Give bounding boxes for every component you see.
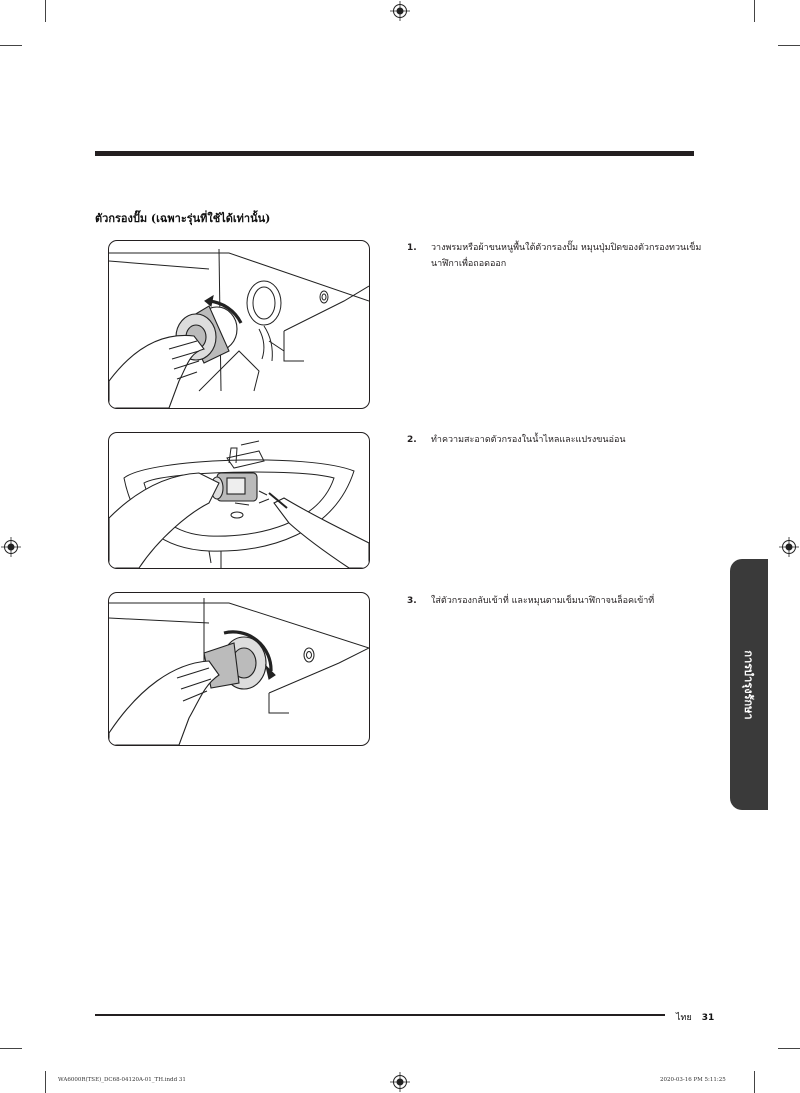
figure-remove-filter — [108, 240, 370, 409]
step-number: 2. — [407, 435, 417, 445]
print-slug-timestamp: 2020-03-16 PM 5:11:25 — [660, 1077, 726, 1083]
footer-language: ไทย — [676, 1013, 692, 1023]
crop-mark-bottom-left-v — [45, 1071, 46, 1093]
step-2 — [407, 432, 707, 448]
step-number: 1. — [407, 243, 417, 253]
page-number: 31 — [701, 1013, 715, 1023]
header-rule — [95, 151, 694, 156]
crop-mark-top-right-v — [754, 0, 755, 22]
crop-mark-top-left-h — [0, 45, 22, 46]
registration-mark-icon — [390, 1, 410, 21]
step-text: ใส่ตัวกรองกลับเข้าที่ และหมุนตามเข็มนาฬิกาจนล็อคเข้าที่ — [431, 596, 655, 606]
step-number: 3. — [407, 596, 417, 606]
section-title: ตัวกรองปั๊ม (เฉพาะรุ่นที่ใช้ได้เท่านั้น) — [95, 212, 271, 225]
registration-mark-icon — [390, 1072, 410, 1092]
chapter-side-tab — [730, 559, 768, 810]
print-slug-file: WA6000R(TSE)_DC68-04120A-01_TH.indd 31 — [58, 1077, 186, 1083]
figure-clean-filter — [108, 432, 370, 569]
step-3 — [407, 593, 707, 609]
crop-mark-bottom-right-h — [778, 1048, 800, 1049]
figure-reinsert-filter — [108, 592, 370, 746]
crop-mark-bottom-right-v — [754, 1071, 755, 1093]
registration-mark-icon — [779, 537, 799, 557]
step-text: ทำความสะอาดตัวกรองในน้ำไหลและแปรงขนอ่อน — [431, 435, 626, 445]
crop-mark-top-right-h — [778, 45, 800, 46]
step-1 — [407, 240, 707, 272]
chapter-side-tab-label: การบำรุงรักษา — [742, 649, 755, 720]
page-footer — [676, 1010, 714, 1024]
registration-mark-icon — [1, 537, 21, 557]
crop-mark-bottom-left-h — [0, 1048, 22, 1049]
footer-rule — [95, 1014, 665, 1016]
crop-mark-top-left-v — [45, 0, 46, 22]
step-text: วางพรมหรือผ้าขนหนูพื้นใต้ตัวกรองปั๊ม หมุนปุ่มปิดของตัวกรองทวนเข็มนาฬิกาเพื่อถอดออก — [431, 243, 702, 269]
